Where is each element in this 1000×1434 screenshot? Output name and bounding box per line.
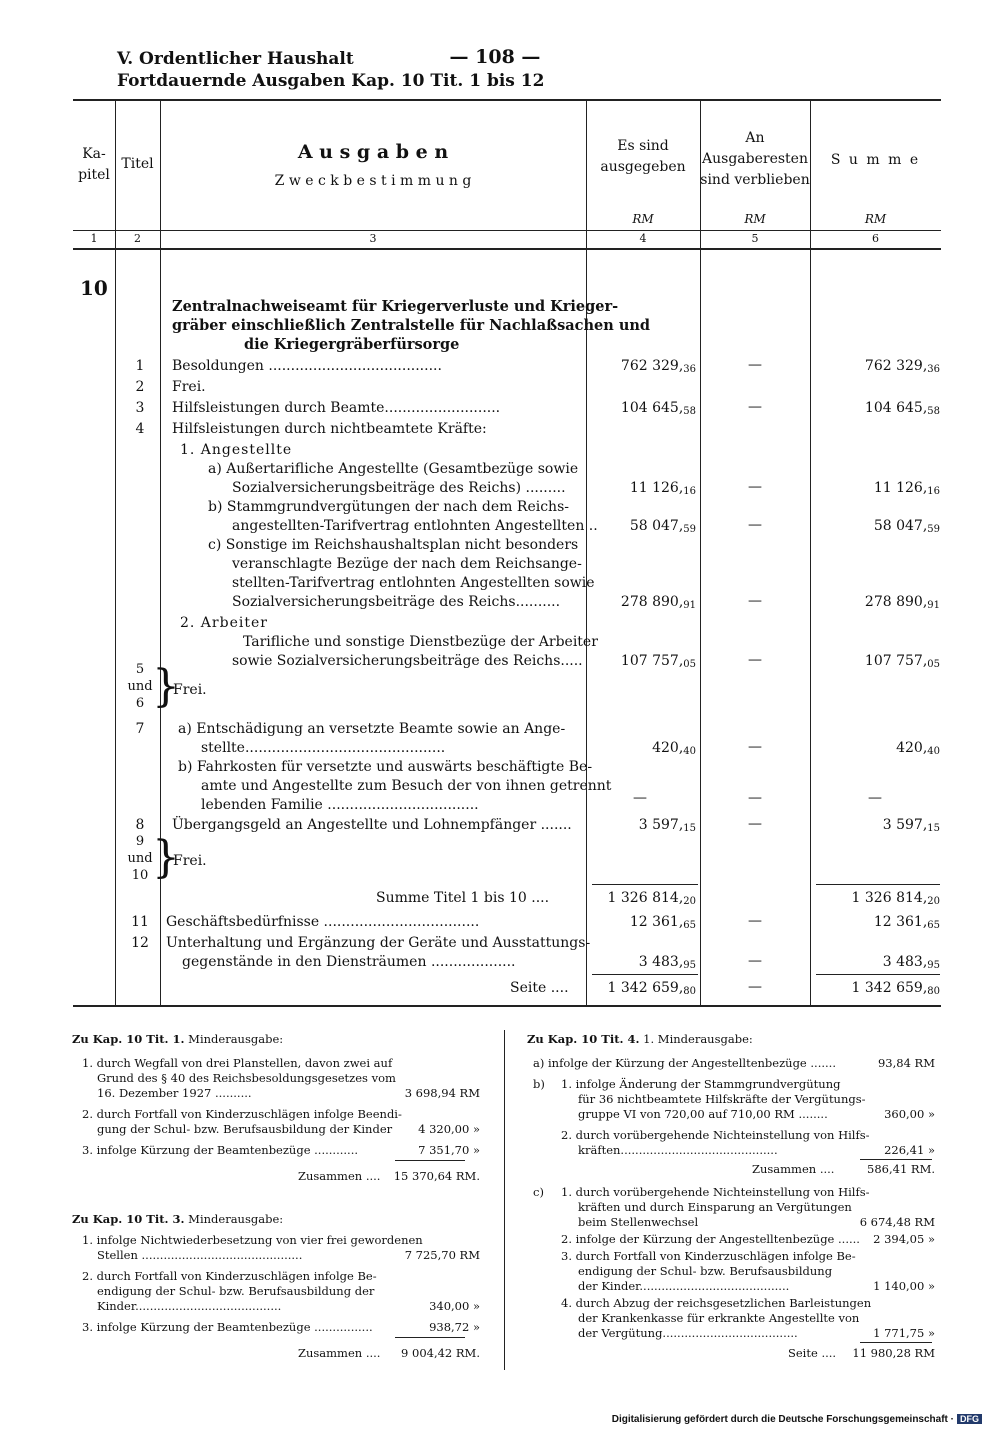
note-line: 1. infolge Nichtwiederbesetzung von vier frei gewordenen <box>82 1233 423 1247</box>
titel-number: 1 <box>135 358 145 374</box>
colnum-1: 1 <box>90 232 98 245</box>
titel-number: 3 <box>135 400 145 416</box>
note-amount: 340,00 » <box>429 1299 480 1313</box>
section-subtitle: Fortdauernde Ausgaben Kap. 10 Tit. 1 bis 12 <box>117 71 545 91</box>
heading-line-1: Zentralnachweiseamt für Kriegerverluste und Krieger- <box>172 298 619 315</box>
titel-number: 4 <box>135 421 145 437</box>
notes-divider <box>504 1030 505 1370</box>
titel-number: 11 <box>131 914 149 930</box>
amount-summe: 278 $890,_{91}$ <box>864 594 940 611</box>
col-head-kapitel: Ka- pitel <box>78 146 110 183</box>
note-amount: 1 140,00 » <box>873 1279 935 1293</box>
brace-icon: } <box>152 832 180 883</box>
note-sum-rule <box>860 1342 932 1343</box>
amount-ausgegeben: 762 $329,_{36}$ <box>620 358 696 375</box>
page-number: — 108 — <box>449 46 541 68</box>
amount-summe: 12 $361,_{65}$ <box>873 914 940 931</box>
amount-ausgegeben: 1 342 $659,_{80}$ <box>607 980 696 997</box>
amount-reste: — <box>748 399 762 415</box>
amount-ausgegeben: 1 326 $814,_{20}$ <box>607 890 696 907</box>
note-amount: 3 698,94 RM <box>404 1086 480 1100</box>
note-title: Zu Kap. 10 Tit. 3. <box>72 1212 185 1226</box>
row-text: 2. Arbeiter <box>180 615 268 631</box>
note-amount: 4 320,00 » <box>418 1122 480 1136</box>
note-line: Grund des § 40 des Reichsbesoldungsgesetzes vom <box>97 1071 396 1085</box>
note-line: 3. durch Fortfall von Kinderzuschlägen infolge Be- <box>561 1249 856 1263</box>
note-line: endigung der Schul- bzw. Berufsausbildung der <box>97 1284 375 1298</box>
amount-summe: 1 342 $659,_{80}$ <box>851 980 940 997</box>
amount-ausgegeben: 58 $047,_{59}$ <box>629 518 696 535</box>
col-head-summe: S u m m e <box>830 152 921 168</box>
note-amount: 93,84 RM <box>877 1056 935 1070</box>
seite-label: Seite .... <box>510 980 569 996</box>
sum-rule <box>592 884 698 885</box>
row-text: Besoldungen ....................................... <box>172 358 442 374</box>
row-text: amte und Angestellte zum Besuch der von ihnen getrennt <box>201 778 612 794</box>
amount-summe: 11 $126,_{16}$ <box>873 480 940 497</box>
row-text: Frei. <box>172 379 206 395</box>
colnum-3: 3 <box>369 232 377 245</box>
note-line: 1. durch Wegfall von drei Planstellen, davon zwei auf <box>82 1056 393 1070</box>
row-text: c) Sonstige im Reichshaushaltsplan nicht besonders <box>208 537 579 553</box>
amount-summe: 107 $757,_{05}$ <box>864 653 940 670</box>
row-text: Hilfsleistungen durch Beamte.......................... <box>172 400 501 416</box>
amount-summe: 104 $645,_{58}$ <box>864 400 940 417</box>
note-line: kräften und durch Einsparung an Vergütungen <box>578 1200 852 1214</box>
note-line: für 36 nichtbeamtete Hilfskräfte der Vergütungs- <box>578 1092 866 1106</box>
note-total-label: Zusammen .... <box>298 1346 381 1360</box>
note-title: Zu Kap. 10 Tit. 4. <box>527 1032 640 1046</box>
colnum-5: 5 <box>751 232 759 245</box>
amount-summe: 1 326 $814,_{20}$ <box>851 890 940 907</box>
note-amount: 7 725,70 RM <box>404 1248 480 1262</box>
amount-summe: 58 $047,_{59}$ <box>873 518 940 535</box>
titel-number: 12 <box>131 935 149 951</box>
row-text: Sozialversicherungsbeiträge des Reichs) ......... <box>232 480 566 496</box>
row-text: Frei. <box>173 853 207 869</box>
sum-label: Summe Titel 1 bis 10 .... <box>376 890 550 906</box>
note-line: der Kinder......................................... <box>578 1279 790 1293</box>
note-sum-rule <box>395 1337 465 1338</box>
note-line: gruppe VI von 720,00 auf 710,00 RM ........ <box>578 1107 828 1121</box>
note-line: gung der Schul- bzw. Berufsausbildung der Kinder <box>97 1122 393 1136</box>
amount-reste: — <box>748 593 762 609</box>
note-line: der Krankenkasse für erkrankte Angestellte von <box>578 1311 860 1325</box>
heading-line-2: gräber einschließlich Zentralstelle für Nachlaßsachen und <box>172 317 651 334</box>
amount-summe: 3 $483,_{95}$ <box>882 954 940 971</box>
note-line: 16. Dezember 1927 .......... <box>97 1086 252 1100</box>
amount-summe: $420,_{40}$ <box>896 740 940 757</box>
colnum-4: 4 <box>639 232 647 245</box>
currency-col4: RM <box>632 212 654 226</box>
note-line: 1. durch vorübergehende Nichteinstellung von Hilfs- <box>561 1185 870 1199</box>
titel-number: 8 <box>135 817 145 833</box>
note-total-label: Zusammen .... <box>298 1169 381 1183</box>
note-line: 1. infolge Änderung der Stammgrundvergütung <box>561 1077 841 1091</box>
note-line: a) infolge der Kürzung der Angestelltenbezüge ....... <box>533 1056 836 1070</box>
note-line: 2. infolge der Kürzung der Angestelltenbezüge ...... <box>561 1232 860 1246</box>
amount-ausgegeben: 278 $890,_{91}$ <box>620 594 696 611</box>
amount-reste: — <box>748 357 762 373</box>
note-line: c) <box>533 1185 544 1199</box>
row-text: gegenstände in den Diensträumen ................... <box>182 954 516 970</box>
note-title: Zu Kap. 10 Tit. 1. <box>72 1032 185 1046</box>
row-text: a) Entschädigung an versetzte Beamte sowie an Ange- <box>178 721 566 737</box>
row-text: lebenden Familie .................................. <box>201 797 479 813</box>
note-total: 586,41 RM. <box>867 1162 935 1176</box>
note-sum-rule <box>860 1159 932 1160</box>
note-amount: 226,41 » <box>884 1143 935 1157</box>
amount-reste: — <box>748 479 762 495</box>
note-total: 15 370,64 RM. <box>393 1169 480 1183</box>
sum-rule <box>816 974 940 975</box>
titel-number: 5 und 6 <box>127 662 153 711</box>
note-line: 2. durch vorübergehende Nichteinstellung von Hilfs- <box>561 1128 870 1142</box>
row-text: 1. Angestellte <box>180 442 293 458</box>
section-title: V. Ordentlicher Haushalt <box>117 49 354 69</box>
amount-reste: — <box>748 816 762 832</box>
sum-rule <box>816 884 940 885</box>
amount-ausgegeben: 11 $126,_{16}$ <box>629 480 696 497</box>
row-text: b) Stammgrundvergütungen der nach dem Reichs- <box>208 499 569 515</box>
note-sum-rule <box>395 1160 465 1161</box>
note-label: Minderausgabe: <box>188 1032 284 1046</box>
brace-icon: } <box>152 661 180 712</box>
amount-reste: — <box>748 790 762 806</box>
note-total-label: Seite .... <box>788 1346 837 1360</box>
note-line: 3. infolge Kürzung der Beamtenbezüge ............ <box>82 1143 359 1157</box>
amount-reste: — <box>748 979 762 995</box>
heading-line-3: die Kriegergräberfürsorge <box>244 336 460 353</box>
note-amount: 6 674,48 RM <box>859 1215 935 1229</box>
amount-summe: 3 $597,_{15}$ <box>882 817 940 834</box>
amount-reste: — <box>748 913 762 929</box>
amount-reste: — <box>748 953 762 969</box>
note-total-label: Zusammen .... <box>752 1162 835 1176</box>
note-label: 1. Minderausgabe: <box>643 1032 753 1046</box>
row-text: veranschlagte Bezüge der nach dem Reichsange- <box>232 556 582 572</box>
note-line: b) <box>533 1077 545 1091</box>
note-line: kräften........................................... <box>578 1143 778 1157</box>
note-amount: 2 394,05 » <box>873 1232 935 1246</box>
amount-ausgegeben: — <box>633 790 647 806</box>
row-text: Übergangsgeld an Angestellte und Lohnempfänger ....... <box>172 817 572 833</box>
note-amount: 7 351,70 » <box>418 1143 480 1157</box>
note-amount: 360,00 » <box>884 1107 935 1121</box>
col-head-titel: Titel <box>121 156 154 172</box>
amount-summe: 762 $329,_{36}$ <box>864 358 940 375</box>
titel-number: 7 <box>135 721 145 737</box>
amount-summe: — <box>868 790 882 806</box>
note-total: 9 004,42 RM. <box>401 1346 480 1360</box>
amount-ausgegeben: $420,_{40}$ <box>652 740 696 757</box>
amount-ausgegeben: 3 $597,_{15}$ <box>638 817 696 834</box>
sum-rule <box>592 974 698 975</box>
row-text: sowie Sozialversicherungsbeiträge des Reichs..... <box>232 653 583 669</box>
colnum-6: 6 <box>872 232 879 245</box>
amount-ausgegeben: 107 $757,_{05}$ <box>620 653 696 670</box>
note-amount: 1 771,75 » <box>873 1326 935 1340</box>
digitization-credit <box>612 1414 982 1425</box>
amount-reste: — <box>748 517 762 533</box>
amount-ausgegeben: 104 $645,_{58}$ <box>620 400 696 417</box>
note-line: Stellen ............................................ <box>97 1248 303 1262</box>
note-line: endigung der Schul- bzw. Berufsausbildung <box>578 1264 833 1278</box>
colnum-2: 2 <box>134 232 141 245</box>
note-line: beim Stellenwechsel <box>578 1215 699 1229</box>
currency-col6: RM <box>864 212 887 226</box>
row-text: angestellten-Tarifvertrag entlohnten Angestellten .. <box>232 518 598 534</box>
amount-reste: — <box>748 739 762 755</box>
row-text: Hilfsleistungen durch nichtbeamtete Kräfte: <box>172 421 487 437</box>
col-head-ausgaben: A u s g a b e n <box>297 141 449 163</box>
titel-number: 9 und 10 <box>127 834 153 883</box>
titel-number: 2 <box>135 379 145 395</box>
note-line: Kinder........................................ <box>97 1299 282 1313</box>
note-amount: 938,72 » <box>429 1320 480 1334</box>
row-text: Tarifliche und sonstige Dienstbezüge der Arbeiter <box>243 634 598 650</box>
row-text: Unterhaltung und Ergänzung der Geräte und Ausstattungs- <box>166 935 591 951</box>
col-head-reste: An Ausgaberesten sind verblieben <box>700 130 810 188</box>
credit-text: Digitalisierung gefördert durch die Deutsche Forschungsgemeinschaft · <box>611 1414 954 1425</box>
dfg-logo: DFG <box>957 1414 982 1424</box>
row-text: b) Fahrkosten für versetzte und auswärts beschäftigte Be- <box>178 759 593 775</box>
row-text: a) Außertarifliche Angestellte (Gesamtbezüge sowie <box>208 461 579 477</box>
row-text: Geschäftsbedürfnisse ................................... <box>166 914 480 930</box>
note-line: 4. durch Abzug der reichsgesetzlichen Barleistungen <box>561 1296 872 1310</box>
row-text: Frei. <box>173 682 207 698</box>
col-head-zweck: Z w e c k b e s t i m m u n g <box>274 173 472 189</box>
note-label: Minderausgabe: <box>188 1212 284 1226</box>
amount-reste: — <box>748 652 762 668</box>
row-text: stellten-Tarifvertrag entlohnten Angestellten sowie <box>232 575 595 591</box>
note-total: 11 980,28 RM <box>852 1346 935 1360</box>
note-line: 2. durch Fortfall von Kinderzuschlägen infolge Be- <box>82 1269 377 1283</box>
note-line: 2. durch Fortfall von Kinderzuschlägen infolge Beendi- <box>82 1107 402 1121</box>
currency-col5: RM <box>744 212 766 226</box>
amount-ausgegeben: 3 $483,_{95}$ <box>638 954 696 971</box>
row-text: stellte............................................. <box>201 740 446 756</box>
col-head-ausgegeben: Es sind ausgegeben <box>600 138 686 175</box>
kapitel-number: 10 <box>80 276 108 300</box>
amount-ausgegeben: 12 $361,_{65}$ <box>629 914 696 931</box>
row-text: Sozialversicherungsbeiträge des Reichs.......... <box>232 594 561 610</box>
note-line: 3. infolge Kürzung der Beamtenbezüge ................ <box>82 1320 373 1334</box>
note-line: der Vergütung..................................... <box>578 1326 798 1340</box>
